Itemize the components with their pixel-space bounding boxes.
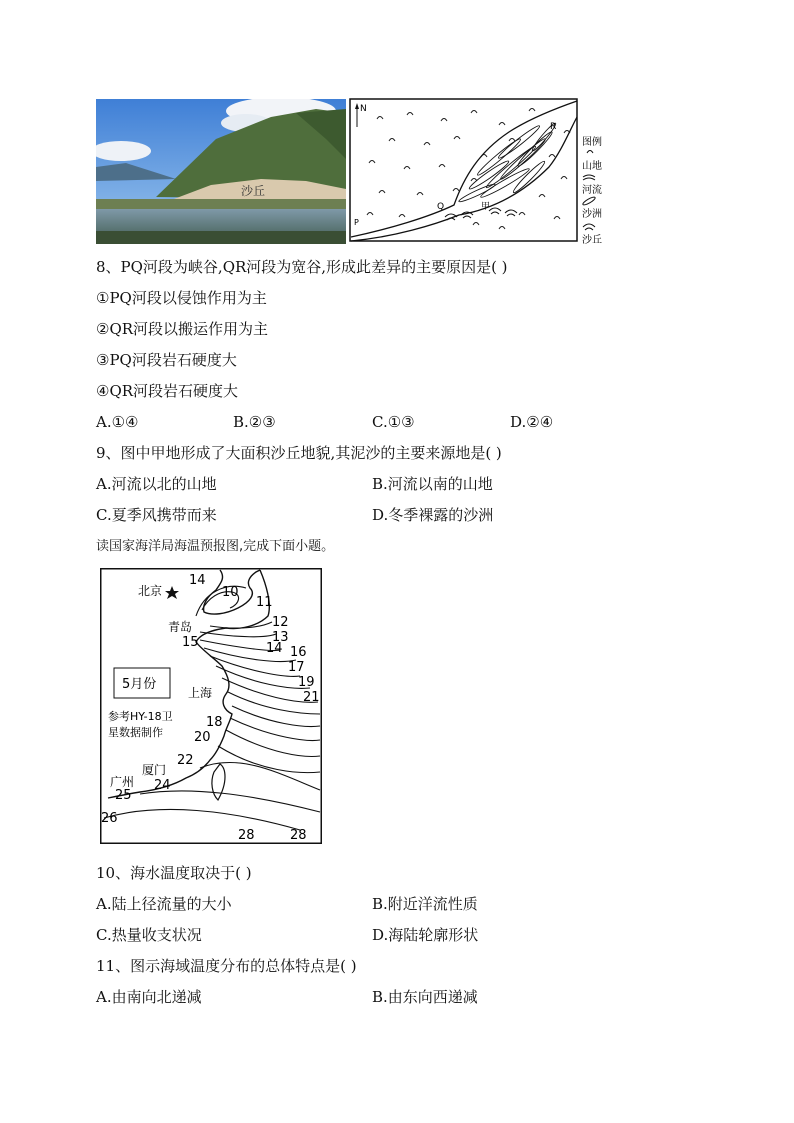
legend-item: 沙丘 [582, 235, 602, 245]
isotherm-label: 18 [206, 715, 223, 730]
legend-title: 图例 [582, 137, 602, 148]
isotherm-label: 16 [290, 645, 307, 660]
q8-option-d[interactable]: D.②④ [510, 413, 554, 431]
q11-stem: 11、图示海域温度分布的总体特点是( ) [96, 957, 357, 975]
city-xiamen: 厦门 [142, 763, 167, 777]
isotherm-label: 14 [189, 573, 206, 588]
city-guangzhou: 广州 [110, 775, 135, 789]
isotherm-label: 19 [298, 675, 315, 690]
isotherm-label: 15 [182, 635, 199, 650]
q10-option-d[interactable]: D.海陆轮廓形状 [372, 926, 479, 944]
city-beijing: 北京 [138, 584, 163, 598]
q8-option-a[interactable]: A.①④ [96, 413, 139, 431]
q11-option-a[interactable]: A.由南向北递减 [96, 988, 202, 1006]
source-line: 参考HY-18卫 [108, 710, 173, 723]
north-label: N [360, 104, 367, 114]
isotherm-label: 11 [256, 595, 273, 610]
q9-stem: 9、图中甲地形成了大面积沙丘地貌,其泥沙的主要来源地是( ) [96, 444, 502, 462]
reading-intro: 读国家海洋局海温预报图,完成下面小题。 [96, 539, 335, 554]
q9-option-b[interactable]: B.河流以南的山地 [372, 475, 493, 493]
isotherm-label: 14 [266, 641, 283, 656]
isotherm-label: 25 [115, 788, 132, 803]
q8-option-c[interactable]: C.①③ [372, 413, 415, 431]
city-shanghai: 上海 [188, 686, 213, 700]
q10-option-a[interactable]: A.陆上径流量的大小 [96, 895, 232, 913]
legend-dune-icon [583, 224, 595, 230]
isotherm-label: 10 [222, 585, 239, 600]
month-label: 5月份 [122, 677, 157, 692]
q9-option-c[interactable]: C.夏季风携带而来 [96, 506, 217, 524]
legend-item: 河流 [582, 185, 602, 196]
q10-option-c[interactable]: C.热量收支状况 [96, 926, 202, 944]
legend-river-icon [583, 175, 595, 180]
point-q: Q [437, 202, 445, 212]
q11-option-b[interactable]: B.由东向西递减 [372, 988, 478, 1006]
sea-temperature-map [100, 568, 322, 844]
isotherm-label: 20 [194, 730, 211, 745]
q10-option-b[interactable]: B.附近洋流性质 [372, 895, 478, 913]
city-qingdao: 青岛 [168, 620, 193, 634]
q8-stem: 8、PQ河段为峡谷,QR河段为宽谷,形成此差异的主要原因是( ) [96, 258, 508, 276]
point-jia: 甲 [481, 202, 491, 212]
isotherm-label: 12 [272, 615, 289, 630]
isotherm-label: 28 [290, 828, 307, 843]
isotherm-label: 17 [288, 660, 305, 675]
isotherm-label: 21 [303, 690, 320, 705]
isotherm-label: 22 [177, 753, 194, 768]
q8-statement: ②QR河段以搬运作用为主 [96, 320, 269, 338]
point-r: R [550, 122, 557, 132]
isotherm-label: 13 [272, 630, 289, 645]
river-valley-map [349, 97, 607, 245]
sand-dune-photo [96, 99, 346, 244]
legend-sandbar-icon [582, 196, 596, 206]
q8-statement: ③PQ河段岩石硬度大 [96, 351, 237, 369]
legend-item: 沙洲 [582, 209, 602, 220]
source-line: 星数据制作 [108, 726, 163, 739]
q8-option-b[interactable]: B.②③ [233, 413, 276, 431]
isotherm-label: 24 [154, 778, 171, 793]
q9-option-d[interactable]: D.冬季裸露的沙洲 [372, 506, 494, 524]
isotherm-label: 28 [238, 828, 255, 843]
dune-label: 沙丘 [241, 184, 266, 198]
q8-statement: ①PQ河段以侵蚀作用为主 [96, 289, 267, 307]
q10-stem: 10、海水温度取决于( ) [96, 864, 252, 882]
isotherm-label: 26 [101, 811, 118, 826]
point-p: P [354, 218, 359, 227]
legend-mountain-icon [587, 151, 593, 154]
q9-option-a[interactable]: A.河流以北的山地 [96, 475, 217, 493]
q8-statement: ④QR河段岩石硬度大 [96, 382, 239, 400]
legend-item: 山地 [582, 161, 602, 172]
